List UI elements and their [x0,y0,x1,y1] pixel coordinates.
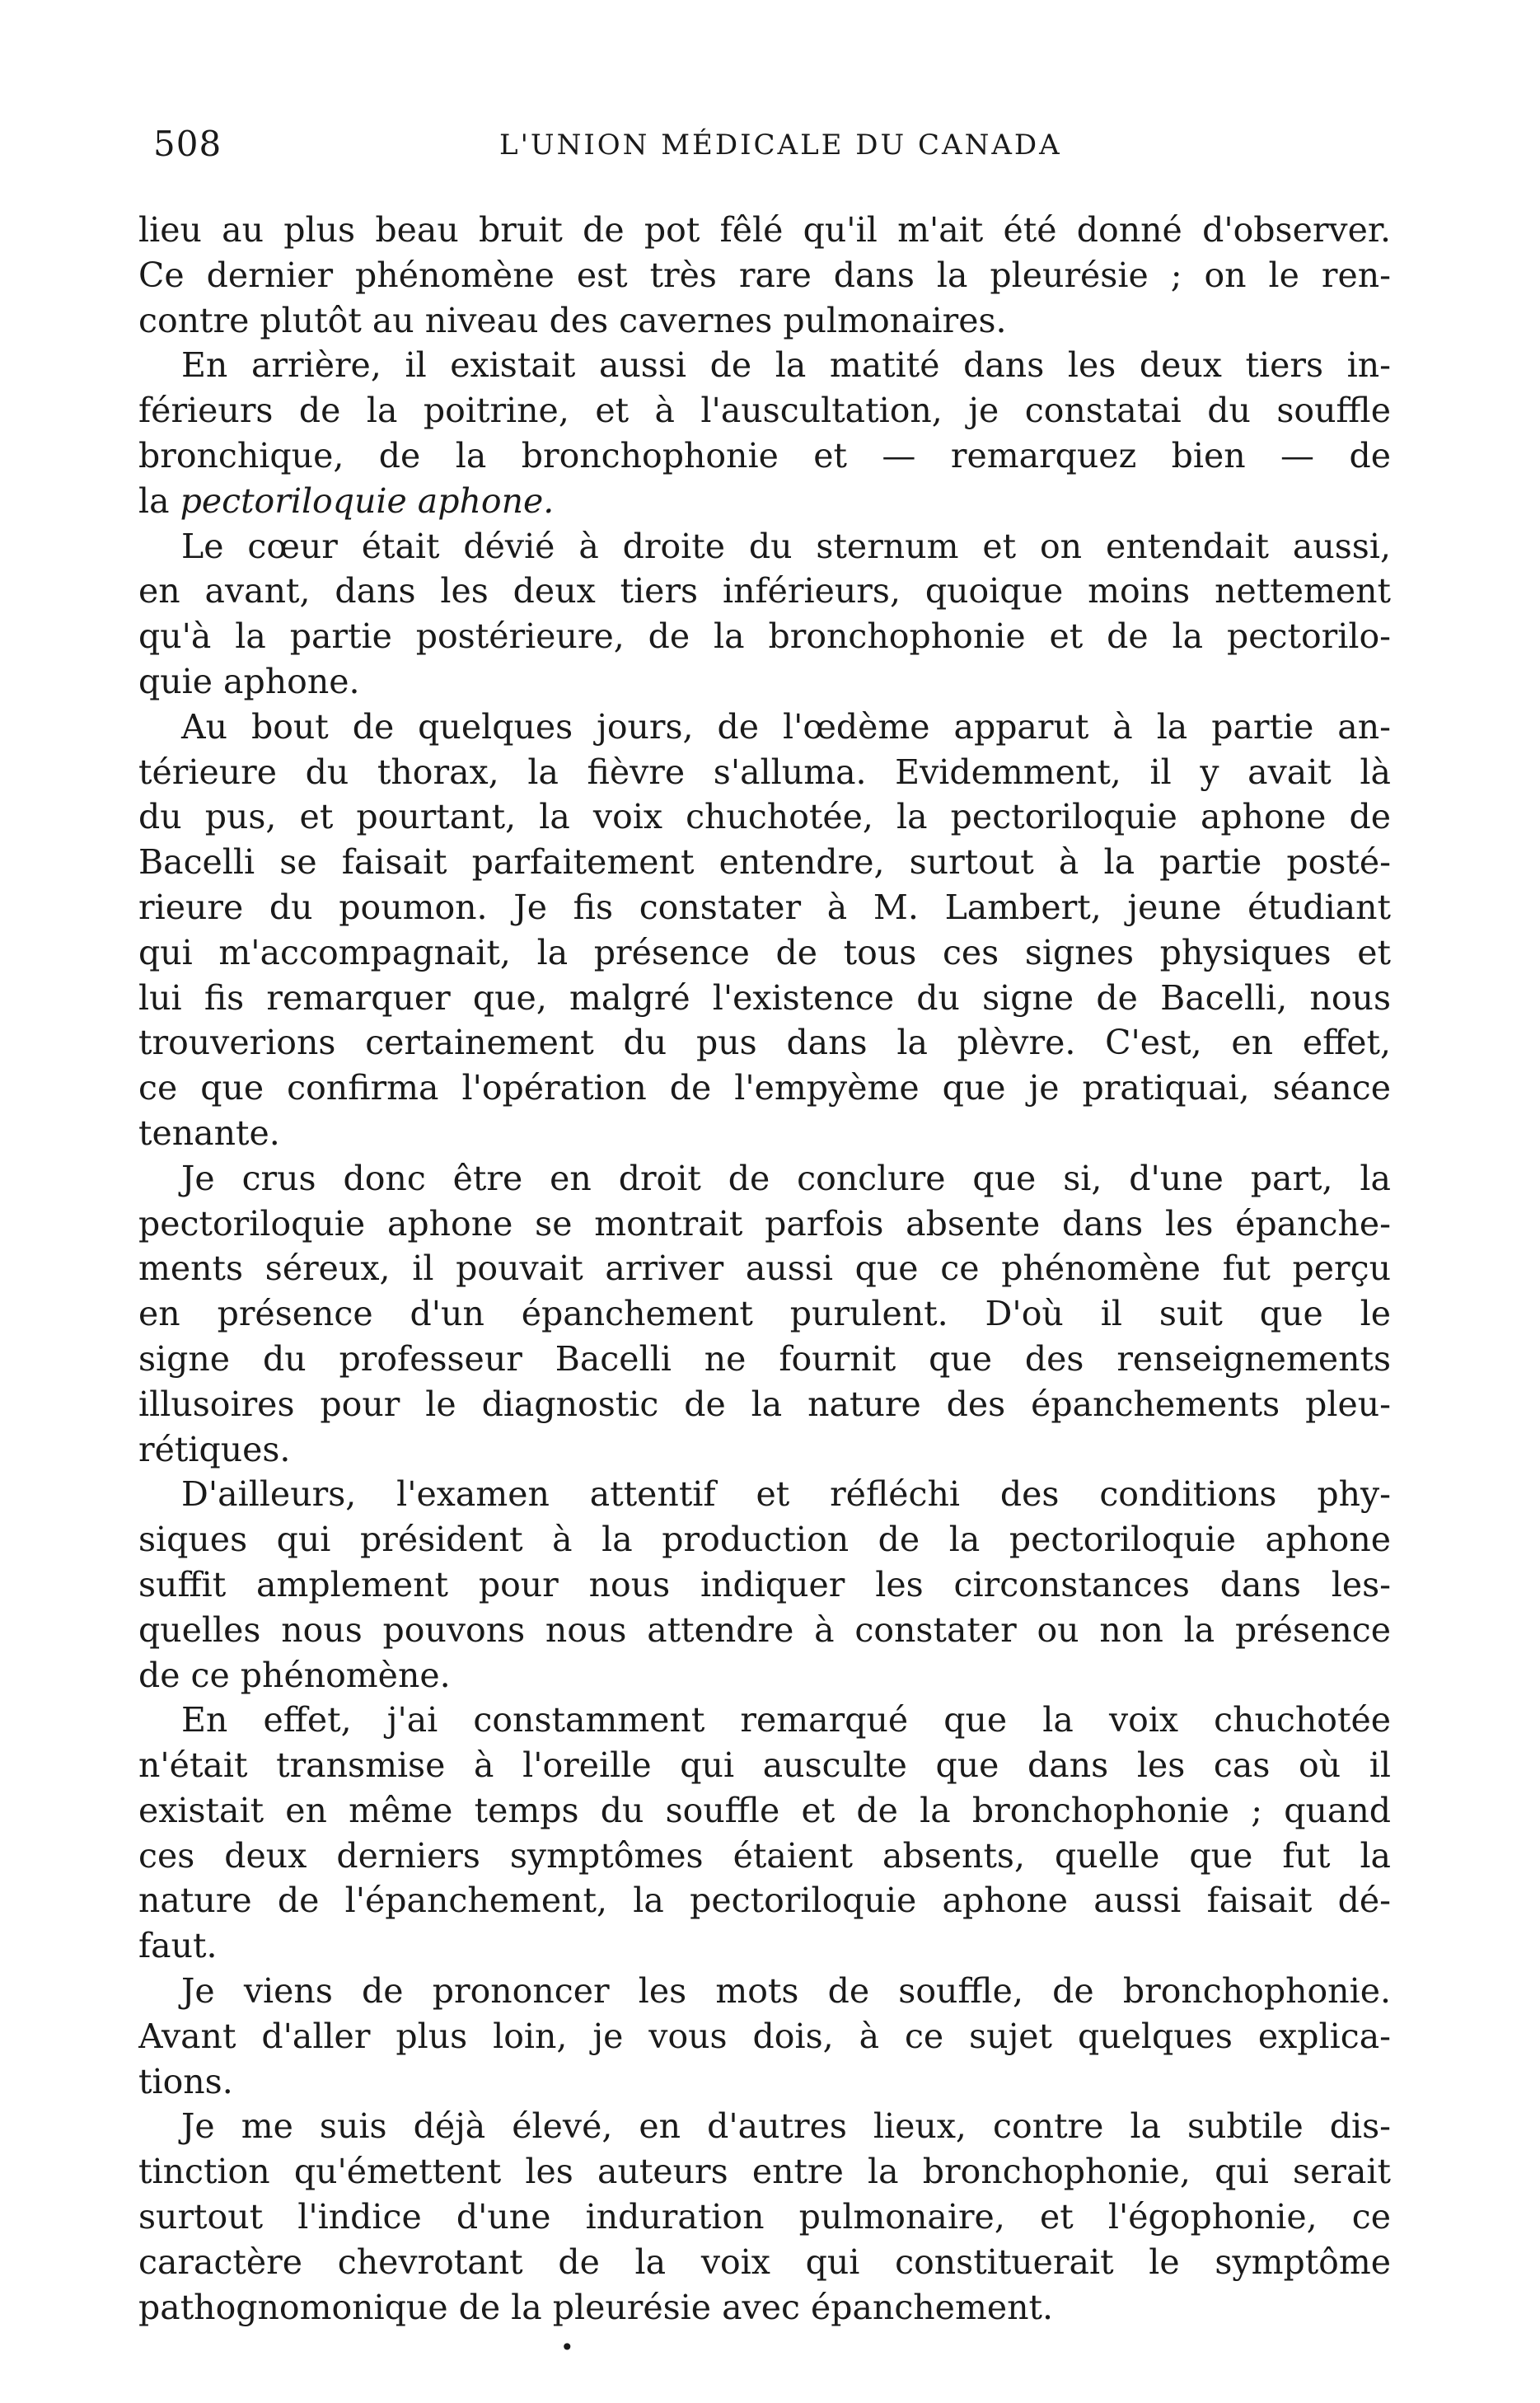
text-line: lieu au plus beau bruit de pot fêlé qu'il m'ait été donné d'observer. [138,210,1391,250]
text-line: tenante. [138,1112,280,1153]
text-line-prefix: la [138,480,180,521]
text-line: férieurs de la poitrine, et à l'auscultation, je constatai du souffle [138,391,1391,431]
text-line: lui fis remarquer que, malgré l'existence du signe de Bacelli, nous [138,977,1391,1018]
text-line: En arrière, il existait aussi de la matité dans les deux tiers in- [181,345,1391,386]
text-line: qu'à la partie postérieure, de la bronchophonie et de la pectorilo- [138,616,1391,657]
text-line: surtout l'indice d'une induration pulmonaire, et l'égophonie, ce [138,2197,1391,2237]
text-line: Je crus donc être en droit de conclure que si, d'une part, la [181,1158,1391,1198]
text-line: bronchique, de la bronchophonie et — remarquez bien — de [138,435,1391,475]
text-line: tinction qu'émettent les auteurs entre la bronchophonie, qui serait [138,2152,1391,2192]
text-line: D'ailleurs, l'examen attentif et réfléchi des conditions phy- [181,1474,1391,1515]
text-line: quelles nous pouvons nous attendre à constater ou non la présence [138,1609,1391,1650]
text-line: Au bout de quelques jours, de l'œdème apparut à la partie an- [181,706,1391,747]
text-line: contre plutôt au niveau des cavernes pulmonaires. [138,300,1007,340]
text-line: Je me suis déjà élevé, en d'autres lieux, contre la subtile dis- [181,2106,1391,2147]
text-line: n'était transmise à l'oreille qui ausculte que dans les cas où il [138,1745,1391,1786]
text-line: nature de l'épanchement, la pectoriloquie aphone aussi faisait dé- [138,1881,1391,1921]
running-title: L'UNION MÉDICALE DU CANADA [499,129,1062,162]
text-line: tions. [138,2061,233,2101]
text-line: pectoriloquie aphone se montrait parfois absente dans les épanche- [138,1203,1391,1244]
text-line: térieure du thorax, la fièvre s'alluma. Evidemment, il y avait là [138,752,1391,792]
body-text [138,208,1391,2330]
text-line: faut. [138,1926,218,1966]
footer-mark: • [560,2334,574,2361]
text-line: Ce dernier phénomène est très rare dans la pleurésie ; on le ren- [138,255,1391,295]
text-line: pathognomonique de la pleurésie avec épanchement. [138,2287,1054,2327]
text-line: ce que confirma l'opération de l'empyème que je pratiquai, séance [138,1068,1391,1108]
text-line: de ce phénomène. [138,1655,451,1695]
text-line-italic [138,479,1391,524]
text-line: Le cœur était dévié à droite du sternum et on entendait aussi, [181,526,1391,566]
text-line: siques qui président à la production de la pectoriloquie aphone [138,1520,1391,1560]
page-header [153,124,1406,173]
text-line: du pus, et pourtant, la voix chuchotée, la pectoriloquie aphone de [138,797,1391,837]
text-line: qui m'accompagnait, la présence de tous ces signes physiques et [138,932,1391,972]
italic-phrase: pectoriloquie aphone. [180,480,555,521]
text-line: en avant, dans les deux tiers inférieurs, quoique moins nettement [138,571,1391,611]
text-line: caractère chevrotant de la voix qui constituerait le symptôme [138,2241,1391,2282]
text-line: En effet, j'ai constamment remarqué que la voix chuchotée [181,1700,1391,1740]
text-line: existait en même temps du souffle et de la bronchophonie ; quand [138,1790,1391,1830]
text-line: ments séreux, il pouvait arriver aussi que ce phénomène fut perçu [138,1248,1391,1289]
text-line: illusoires pour le diagnostic de la nature des épanchements pleu- [138,1384,1391,1424]
text-line: ces deux derniers symptômes étaient absents, quelle que fut la [138,1835,1391,1876]
text-line: trouverions certainement du pus dans la plèvre. C'est, en effet, [138,1023,1391,1063]
text-line: en présence d'un épanchement purulent. D'où il suit que le [138,1294,1391,1334]
page-number: 508 [153,124,222,164]
text-line: signe du professeur Bacelli ne fournit que des renseignements [138,1338,1391,1379]
text-line: Bacelli se faisait parfaitement entendre, surtout à la partie posté- [138,842,1391,883]
text-line: quie aphone. [138,661,360,701]
text-line: rieure du poumon. Je fis constater à M. Lambert, jeune étudiant [138,887,1391,927]
text-line: rétiques. [138,1429,291,1469]
text-line: suffit amplement pour nous indiquer les circonstances dans les- [138,1564,1391,1604]
text-line: Avant d'aller plus loin, je vous dois, à ce sujet quelques explica- [138,2016,1391,2056]
text-line: Je viens de prononcer les mots de souffle, de bronchophonie. [181,1971,1391,2012]
